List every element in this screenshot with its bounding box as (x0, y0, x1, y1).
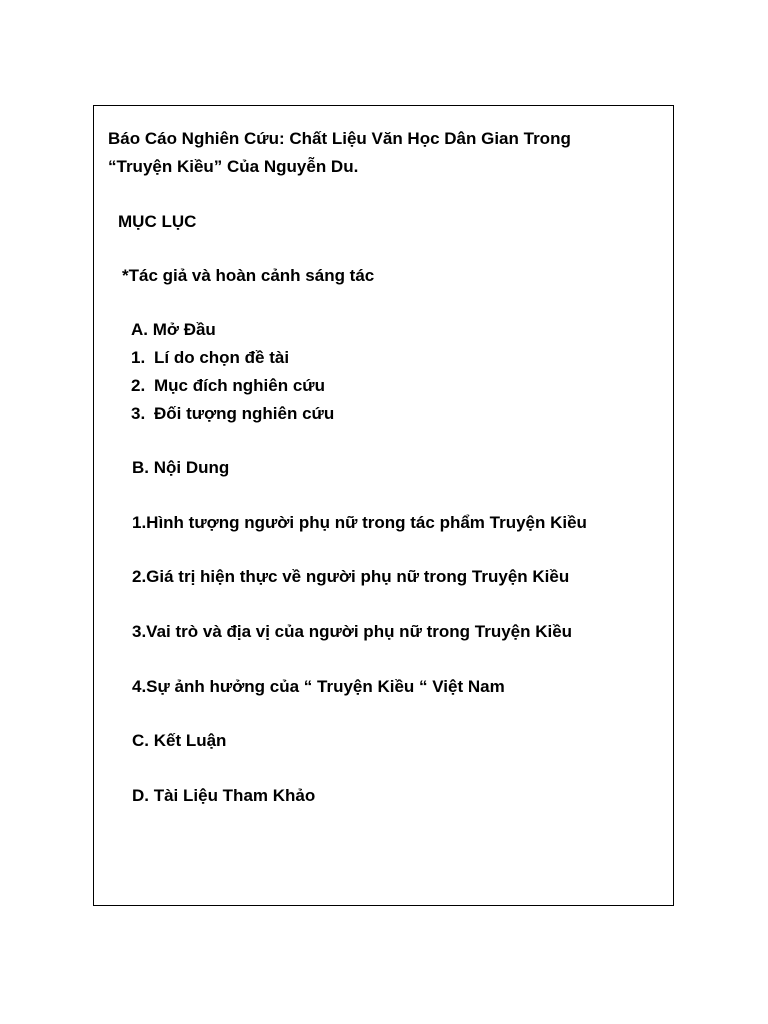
list-item-text: Mục đích nghiên cứu (154, 376, 325, 395)
section-d-heading: D. Tài Liệu Tham Khảo (132, 786, 316, 805)
section-a-item (131, 348, 289, 368)
section-a-item (131, 376, 325, 396)
document-title-line-2: “Truyện Kiều” Của Nguyễn Du. (108, 157, 359, 176)
section-b-heading: B. Nội Dung (132, 458, 230, 477)
section-b-item: 4.Sự ảnh hưởng của “ Truyện Kiều “ Việt Nam (132, 677, 505, 696)
list-item-text: Lí do chọn đề tài (154, 348, 290, 367)
section-a-item (131, 404, 334, 424)
list-item-text: Đối tượng nghiên cứu (154, 404, 335, 423)
list-number: 3. (131, 404, 146, 423)
section-b-item: 2.Giá trị hiện thực về người phụ nữ trong Truyện Kiều (132, 567, 570, 586)
section-a-heading: A. Mở Đầu (131, 320, 216, 339)
section-c-heading: C. Kết Luận (132, 731, 227, 750)
toc-heading: MỤC LỤC (118, 212, 197, 231)
list-number: 2. (131, 376, 146, 395)
section-b-item: 1.Hình tượng người phụ nữ trong tác phẩm Truyện Kiều (132, 513, 587, 532)
section-b-item: 3.Vai trò và địa vị của người phụ nữ trong Truyện Kiều (132, 622, 573, 641)
document-title-line-1: Báo Cáo Nghiên Cứu: Chất Liệu Văn Học Dân Gian Trong (108, 129, 571, 148)
list-number: 1. (131, 348, 146, 367)
author-context-item: *Tác giả và hoàn cảnh sáng tác (122, 266, 375, 285)
